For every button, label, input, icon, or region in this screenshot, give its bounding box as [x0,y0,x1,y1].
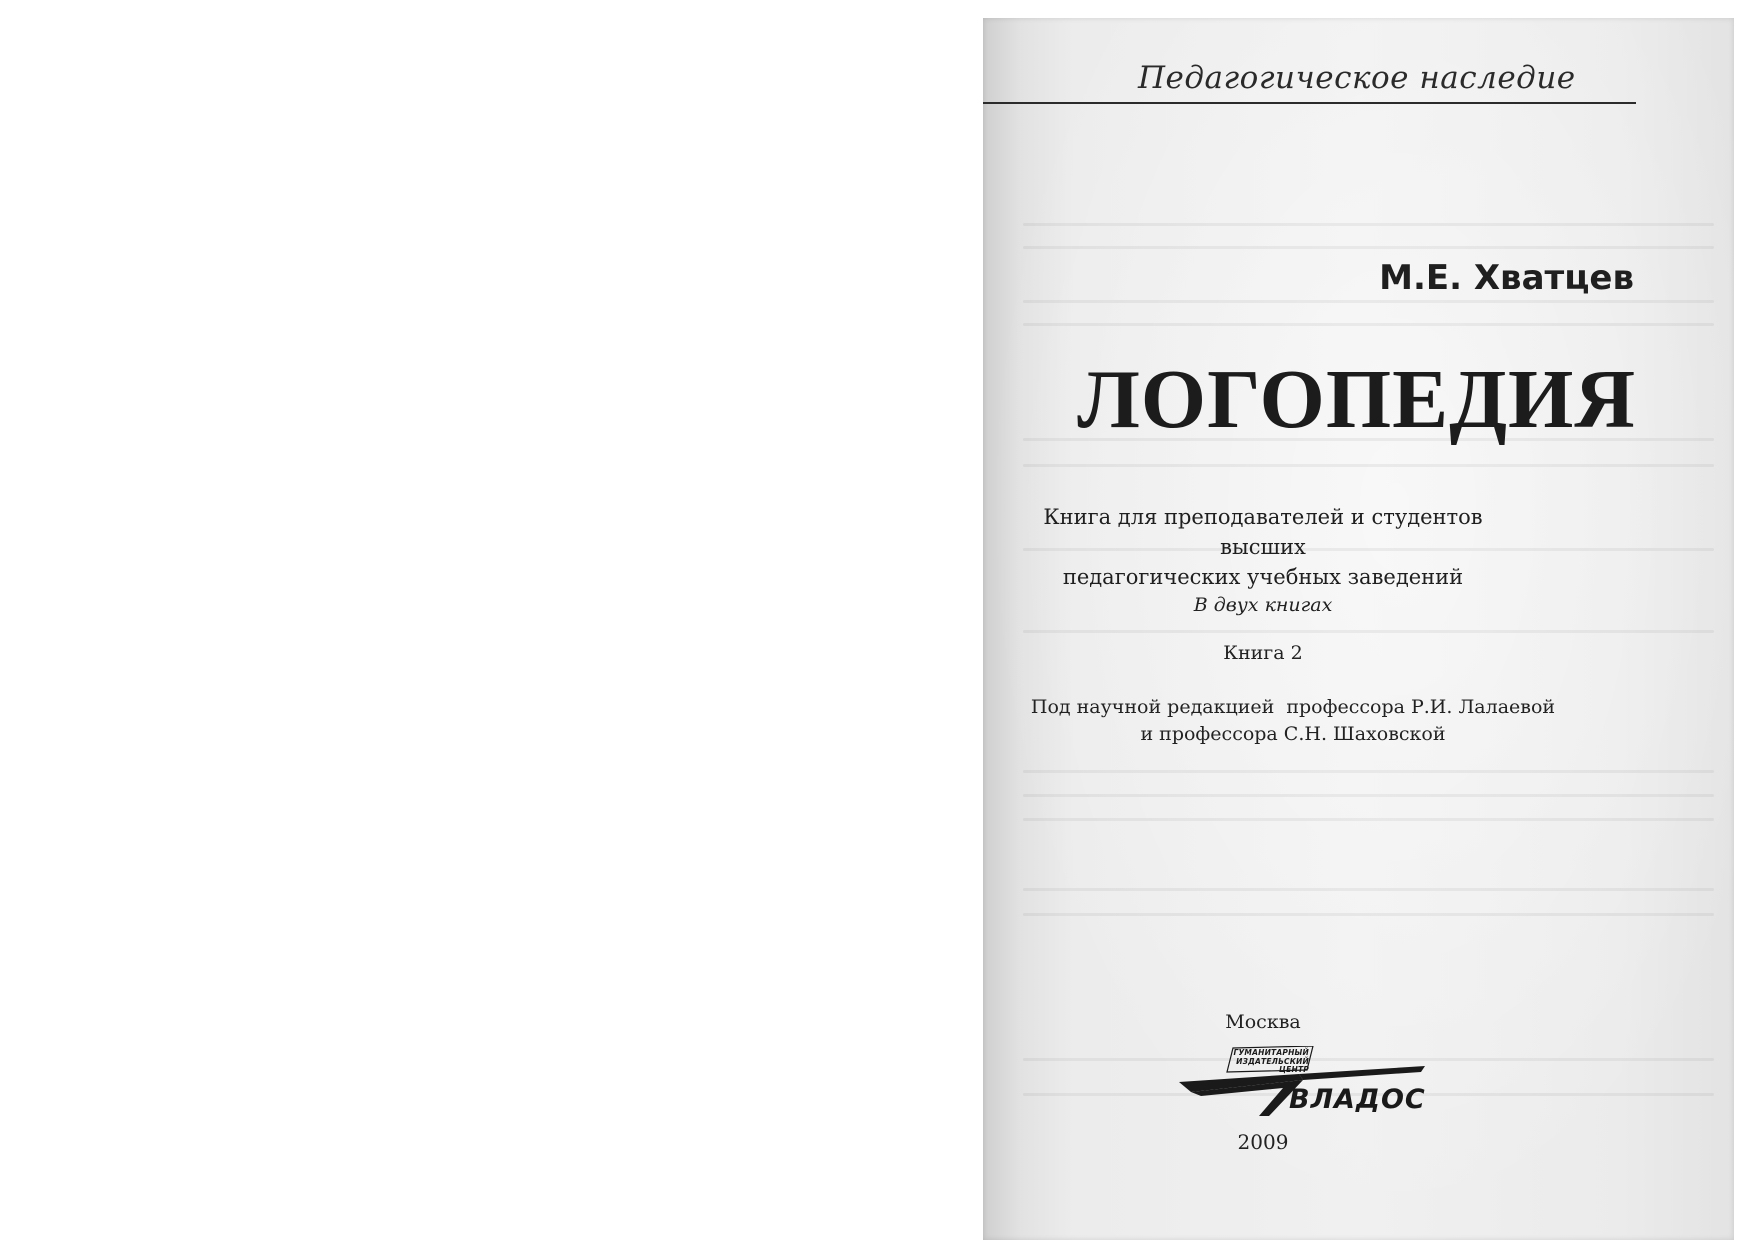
author-name: М.Е. Хватцев [1379,258,1634,298]
book-subtitle [1003,502,1523,592]
bleed-through-line [1023,630,1714,633]
bleed-through-line [1023,323,1714,326]
editors-credit [1003,694,1583,748]
publication-year: 2009 [1237,1130,1289,1154]
logo-caption-line-2: ИЗДАТЕЛЬСКИЙ [1236,1056,1309,1066]
publisher-logo [1171,1046,1431,1126]
bleed-through-line [1023,818,1714,821]
series-divider [983,102,1636,104]
bleed-through-line [1023,464,1714,467]
bleed-through-line [1023,770,1714,773]
bleed-through-line [1023,888,1714,891]
logo-caption-line-1: ГУМАНИТАРНЫЙ [1233,1048,1309,1057]
editors-line-1: Под научной редакцией профессора Р.И. Лалаевой [1030,696,1556,718]
book-number: Книга 2 [1223,642,1303,664]
volume-note: В двух книгах [1193,594,1333,616]
subtitle-line-2: педагогических учебных заведений [1062,565,1464,589]
editors-line-2: и профессора С.Н. Шаховской [1140,723,1446,745]
bleed-through-line [1023,794,1714,797]
book-title: ЛОГОПЕДИЯ [1077,353,1636,446]
bleed-through-line [1023,300,1714,303]
logo-caption [1233,1049,1309,1075]
bleed-through-line [1023,913,1714,916]
subtitle-line-1: Книга для преподавателей и студентов высших [1043,505,1483,559]
logo-caption-line-3: ЦЕНТР [1279,1065,1309,1074]
title-page [983,18,1734,1240]
bleed-through-line [1023,246,1714,249]
publication-city: Москва [1225,1011,1301,1033]
bleed-through-line [1023,223,1714,226]
publisher-name: ВЛАДОС [1289,1084,1426,1115]
series-title: Педагогическое наследие [1138,60,1576,96]
